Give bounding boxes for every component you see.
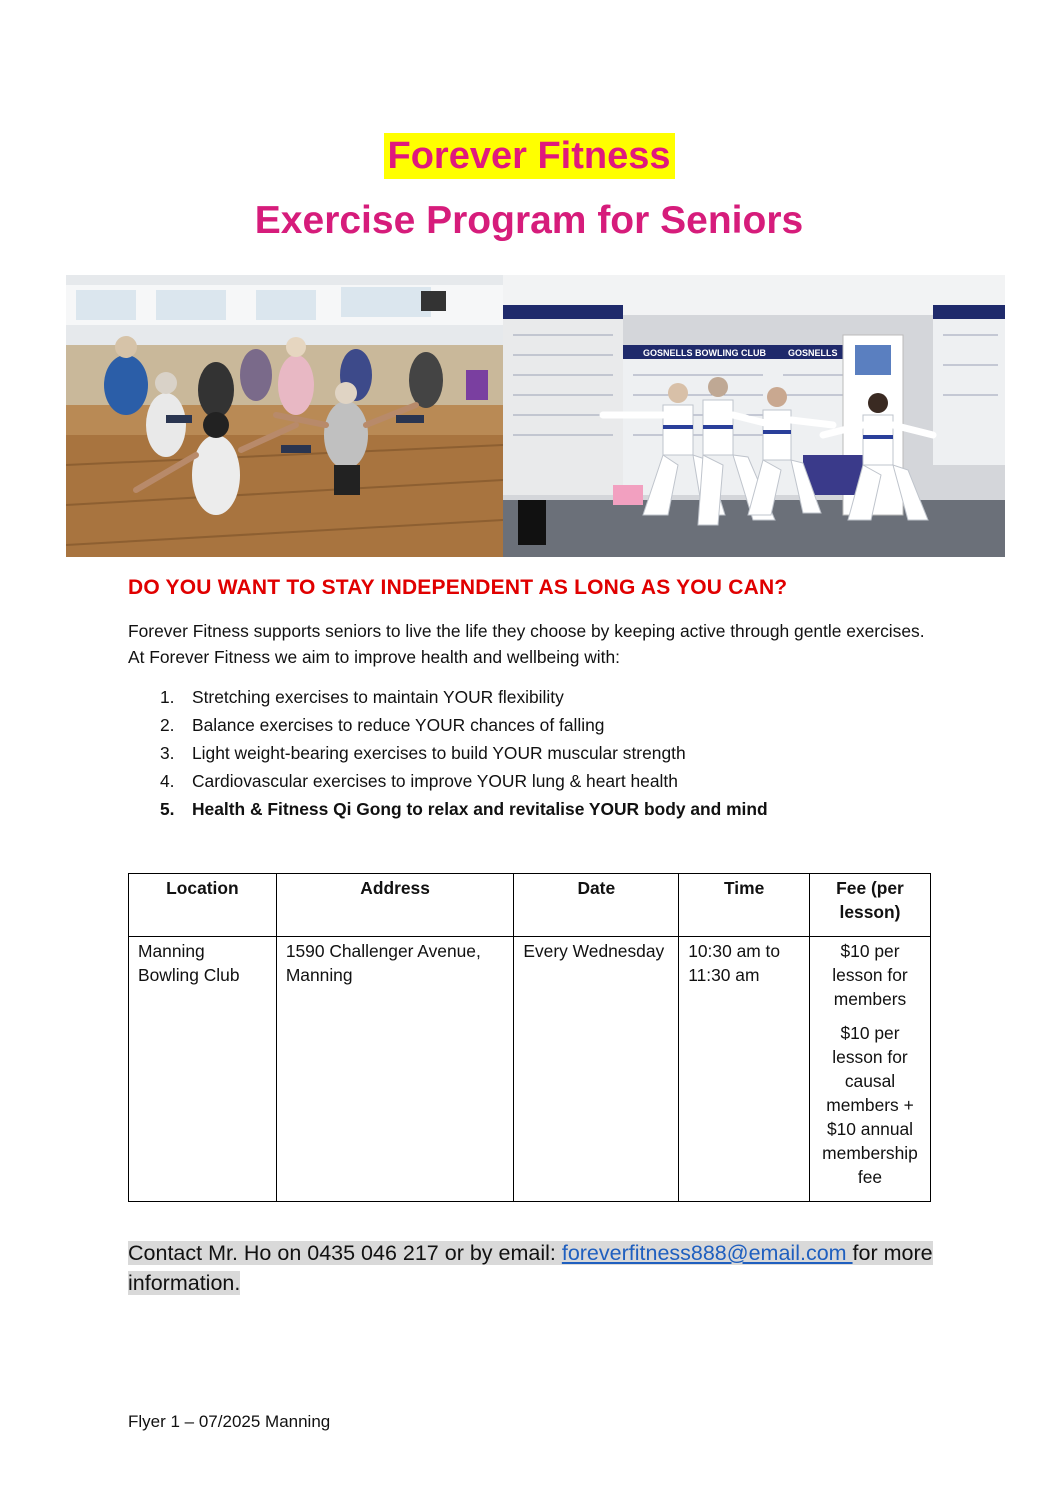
list-text: Health & Fitness Qi Gong to relax and revitalise YOUR body and mind [192, 799, 768, 819]
header-time: Time [679, 874, 810, 937]
page-subtitle: Exercise Program for Seniors [254, 199, 804, 242]
list-item [160, 795, 768, 823]
list-item [160, 711, 768, 739]
table-row [129, 937, 931, 1202]
contact-suffix: for more information. [128, 1241, 933, 1295]
sign-text-2: GOSNELLS [788, 348, 838, 358]
list-item [160, 683, 768, 711]
benefits-list [160, 683, 768, 823]
list-text: Stretching exercises to maintain YOUR flexibility [192, 687, 564, 707]
fee-members: $10 per lesson for members [832, 941, 908, 1009]
list-text: Cardiovascular exercises to improve YOUR lung & heart health [192, 771, 678, 791]
contact-prefix: Contact Mr. Ho on 0435 046 217 or by email: [128, 1241, 562, 1265]
list-text: Balance exercises to reduce YOUR chances of falling [192, 715, 605, 735]
header-location: Location [129, 874, 277, 937]
list-number: 2. [160, 715, 175, 735]
intro-paragraph: Forever Fitness supports seniors to live the life they choose by keeping active through gentle exercises. At Forever Fitness we aim to improve health and wellbeing with: [128, 621, 925, 667]
cell-address: 1590 Challenger Avenue, Manning [276, 937, 514, 1202]
fee-casual: $10 per lesson for causal members + $10 annual membership fee [822, 1023, 918, 1187]
photo-banner [66, 275, 1005, 557]
table-header-row [129, 874, 931, 937]
title-block [0, 128, 1058, 184]
cell-date: Every Wednesday [514, 937, 679, 1202]
contact-highlight [128, 1241, 933, 1295]
header-address: Address [276, 874, 514, 937]
list-number: 5. [160, 799, 175, 819]
list-number: 1. [160, 687, 175, 707]
footer-note: Flyer 1 – 07/2025 Manning [128, 1412, 331, 1431]
cell-fee [810, 937, 931, 1202]
list-number: 4. [160, 771, 175, 791]
list-text: Light weight-bearing exercises to build YOUR muscular strength [192, 743, 686, 763]
header-date: Date [514, 874, 679, 937]
page-title: Forever Fitness [384, 133, 675, 179]
contact-info [128, 1238, 938, 1298]
cell-time: 10:30 am to 11:30 am [679, 937, 810, 1202]
headline: DO YOU WANT TO STAY INDEPENDENT AS LONG AS YOU CAN? [128, 576, 788, 599]
qi-gong-photo [503, 275, 1005, 557]
cell-location: Manning Bowling Club [129, 937, 277, 1202]
schedule-table [128, 873, 931, 1202]
email-link[interactable]: foreverfitness888@email.com [561, 1241, 853, 1265]
list-item [160, 739, 768, 767]
sign-text-1: GOSNELLS BOWLING CLUB [643, 348, 766, 358]
list-number: 3. [160, 743, 175, 763]
header-fee: Fee (per lesson) [810, 874, 931, 937]
list-item [160, 767, 768, 795]
group-exercise-photo [66, 275, 503, 557]
